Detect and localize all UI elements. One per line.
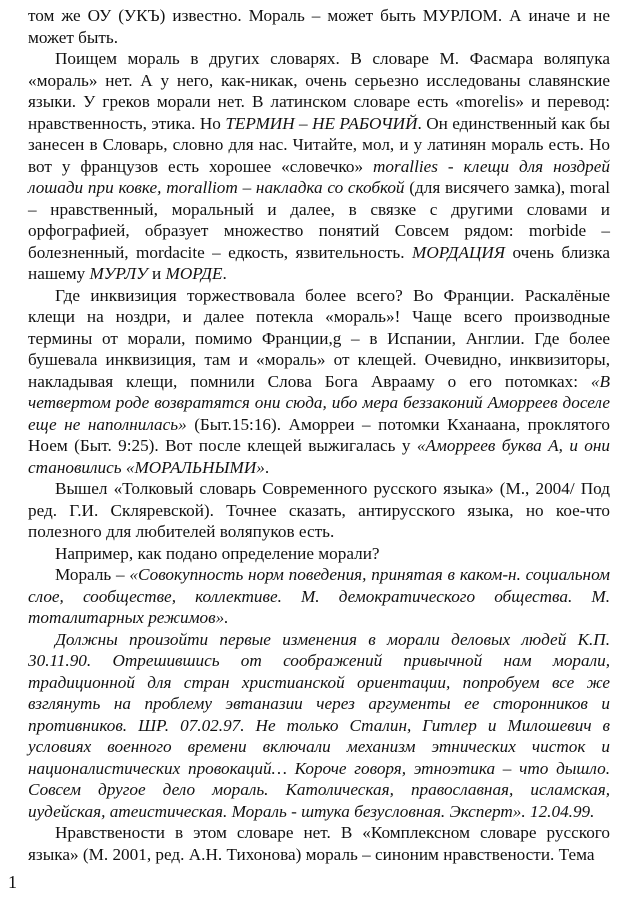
page-number: 1 bbox=[8, 872, 17, 892]
paragraph bbox=[28, 564, 610, 629]
italic-text: Должны произойти первые изменения в морали деловых людей К.П. 30.11.90. Отрешившись от соображений привычной нам морали, традиционной для стран христианской ориентации, попробуем все же взглянуть на проблему эвтаназии через аргументы ее сторонников и противников. ШР. 07.02.97. Не только Сталин, Гитлер и Милошевич в условиях военного времени включали механизм этнических чисток и националистических провокаций… Короче говоря, этноэтика – что дышло. Совсем другое дело мораль. Католическая, православная, исламская, иудейская, атеистическая. Мораль - штука безусловная. Эксперт». 12.04.99. bbox=[28, 629, 610, 821]
text-run: . bbox=[264, 457, 270, 477]
text-run: Мораль – bbox=[55, 565, 130, 584]
text-body bbox=[28, 5, 610, 865]
text-run: Поищем мораль в других словарях. В словаре М. Фасмара воляпука «мораль» нет. А у него, как-никак, очень серьезно исследованы славянские языки. У греков морали нет. В латинском словаре есть «morelis» и перевод: нравственность, этика. Но bbox=[28, 49, 610, 133]
text-run: Где инквизиция торжествовала более всего? Во Франции. Раскалёные клещи на ноздри, и далее потекла «мораль»! Чаще всего производные термины от морали, помимо Франции,g – в Испании, Англии. Где более бушевала инквизиция, там и «мораль» от клещей. Очевидно, инквизиторы, накладывая клещи, помнили Слова Бога Аврааму о его потомках: bbox=[28, 285, 610, 391]
paragraph bbox=[28, 478, 610, 543]
text-run: том же ОУ (УКЪ) известно. Мораль – может быть МУРЛОМ. А иначе и не может быть. bbox=[28, 6, 610, 47]
italic-text: МОРДАЦИЯ bbox=[412, 242, 506, 262]
text-run: (Быт.15:16). Аморреи – потомки Кханаана, проклятого Ноем (Быт. 9:25). Вот после клещей выжигалась у bbox=[28, 414, 610, 455]
text-run: (для висячего замка), moral – нравственный, моральный и далее, в связке с другими словами и орфографией, образует множество понятий Совсем рядом: morbide – болезненный, mordacite – едкость, язвительность. bbox=[28, 178, 610, 262]
italic-text: «Аморреев буква А, и они становились «МОРАЛЬНЫМИ» bbox=[28, 436, 610, 477]
italic-text: МУРЛУ bbox=[89, 264, 148, 283]
italic-text: «Совокупность норм поведения, принятая в каком-н. социальном слое, сообществе, коллективе. М. демократического общества. М. тоталитарных режимов». bbox=[28, 565, 610, 627]
italic-text: morallies - клещи для ноздрей лошади при ковке, moralliom – накладка со скобкой bbox=[28, 156, 610, 197]
paragraph bbox=[28, 629, 610, 823]
text-run: . bbox=[222, 264, 227, 283]
italic-text: ТЕРМИН – НЕ РАБОЧИЙ bbox=[225, 113, 418, 133]
italic-text: МОРДЕ bbox=[165, 264, 223, 283]
text-run: Нравствености в этом словаре нет. В «Комплексном словаре русского языка» (М. 2001, ред. А.Н. Тихонова) мораль – синоним нравствености. Тема bbox=[28, 823, 610, 864]
paragraph bbox=[28, 822, 610, 865]
text-run: очень близка нашему bbox=[28, 242, 610, 283]
paragraph bbox=[28, 543, 610, 565]
paragraph bbox=[28, 48, 610, 285]
paragraph bbox=[28, 5, 610, 48]
text-run: . Он единственный как бы занесен в Словарь, словно для нас. Читайте, мол, и у латинян мораль есть. Но вот у французов есть хорошее «словечко» bbox=[28, 113, 610, 176]
paragraph bbox=[28, 285, 610, 479]
italic-text: «В четвертом роде возвратятся они сюда, ибо мера беззаконий Аморреев доселе еще не наполнилась» bbox=[28, 371, 610, 434]
text-run: Например, как подано определение морали? bbox=[55, 543, 380, 563]
text-run: и bbox=[147, 264, 166, 283]
text-run: Вышел «Толковый словарь Современного русского языка» (М., 2004/ Под ред. Г.И. Скляревской). Точнее сказать, антирусского языка, но кое-что полезного для любителей воляпуков есть. bbox=[28, 479, 610, 541]
